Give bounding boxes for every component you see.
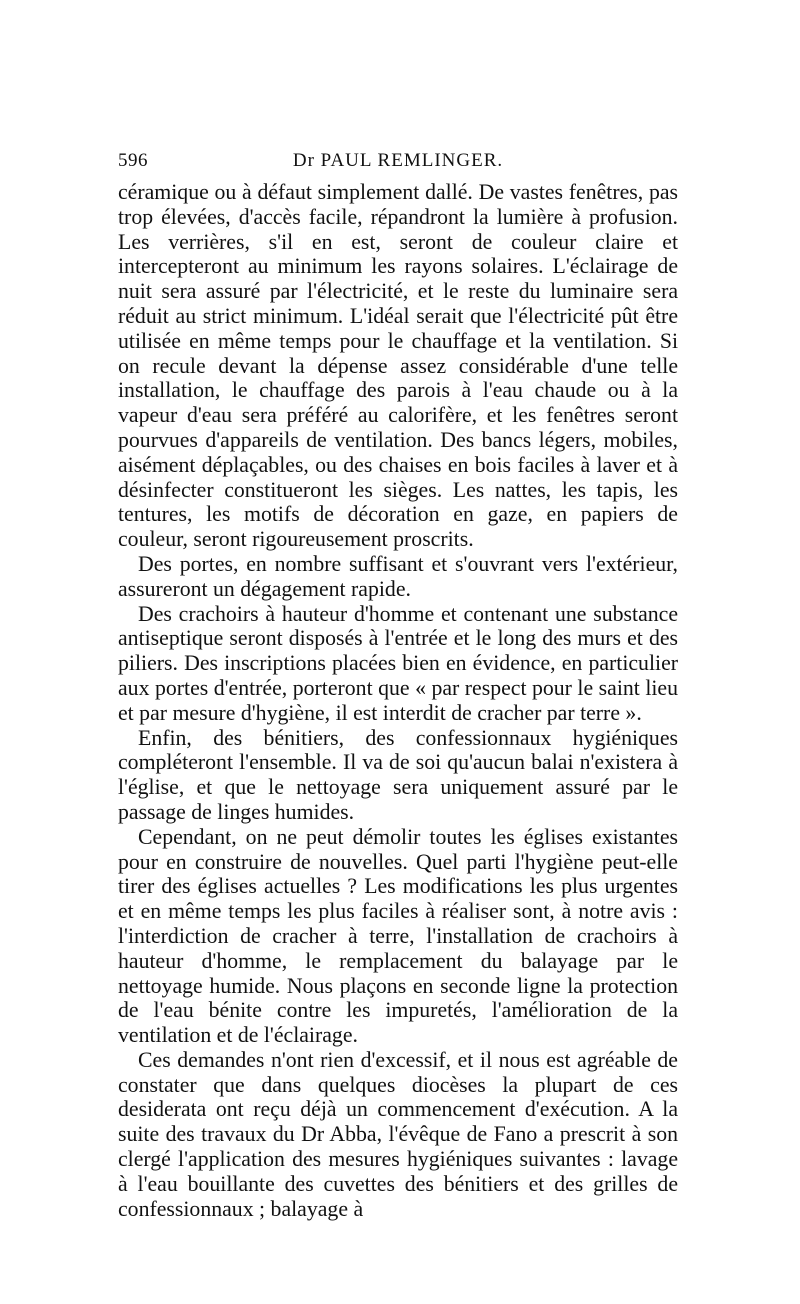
paragraph-church-design: céramique ou à défaut simplement dallé. De vastes fenêtres, pas trop élevées, d'accès facile, répandront la lumière à profusion. Les verrières, s'il en est, seront de couleur claire et intercepteront au minimum les rayons solaires. L'éclairage de nuit sera assuré par l'électricité, et le reste du luminaire sera réduit au strict minimum. L'idéal serait que l'électricité pût être utilisée en même temps pour le chauffage et la ventilation. Si on recule devant la dépense assez considérable d'une telle installation, le chauffage des parois à l'eau chaude ou à la vapeur d'eau sera préféré au calorifère, et les fenêtres seront pourvues d'appareils de ventilation. Des bancs légers, mobiles, aisément déplaçables, ou des chaises en bois faciles à laver et à désinfecter constitueront les sièges. Les nattes, les tapis, les tentures, les motifs de décoration en gaze, en papiers de couleur, seront rigoureusement proscrits. — [118, 180, 678, 552]
paragraph-diocese-measures: Ces demandes n'ont rien d'excessif, et il nous est agréable de constater que dans quelques diocèses la plupart de ces desiderata ont reçu déjà un commencement d'exécution. A la suite des travaux du Dr Abba, l'évêque de Fano a prescrit à son clergé l'application des mesures hygiéniques suivantes : lavage à l'eau bouillante des cuvettes des bénitiers et des grilles de confessionnaux ; balayage à — [118, 1047, 678, 1221]
running-title: Dr PAUL REMLINGER. — [292, 150, 504, 171]
body-text — [118, 180, 678, 1221]
page-header — [118, 150, 678, 176]
paragraph-holy-water-fonts: Enfin, des bénitiers, des confessionnaux hygiéniques compléteront l'ensemble. Il va de soi qu'aucun balai n'existera à l'église, et que le nettoyage sera uniquement assuré par le passage de linges humides. — [118, 725, 678, 824]
paragraph-spittoons: Des crachoirs à hauteur d'homme et contenant une substance antiseptique seront disposés à l'entrée et le long des murs et des piliers. Des inscriptions placées bien en évidence, en particulier aux portes d'entrée, porteront que « par respect pour le saint lieu et par mesure d'hygiène, il est interdit de cracher par terre ». — [118, 601, 678, 725]
page-number: 596 — [118, 150, 148, 171]
paragraph-existing-churches: Cependant, on ne peut démolir toutes les églises existantes pour en construire de nouvelles. Quel parti l'hygiène peut-elle tirer des églises actuelles ? Les modifications les plus urgentes et en même temps les plus faciles à réaliser sont, à notre avis : l'interdiction de cracher à terre, l'installation de crachoirs à hauteur d'homme, le remplacement du balayage par le nettoyage humide. Nous plaçons en seconde ligne la protection de l'eau bénite contre les impuretés, l'amélioration de la ventilation et de l'éclairage. — [118, 824, 678, 1048]
paragraph-doors: Des portes, en nombre suffisant et s'ouvrant vers l'extérieur, assureront un dégagement rapide. — [118, 551, 678, 601]
